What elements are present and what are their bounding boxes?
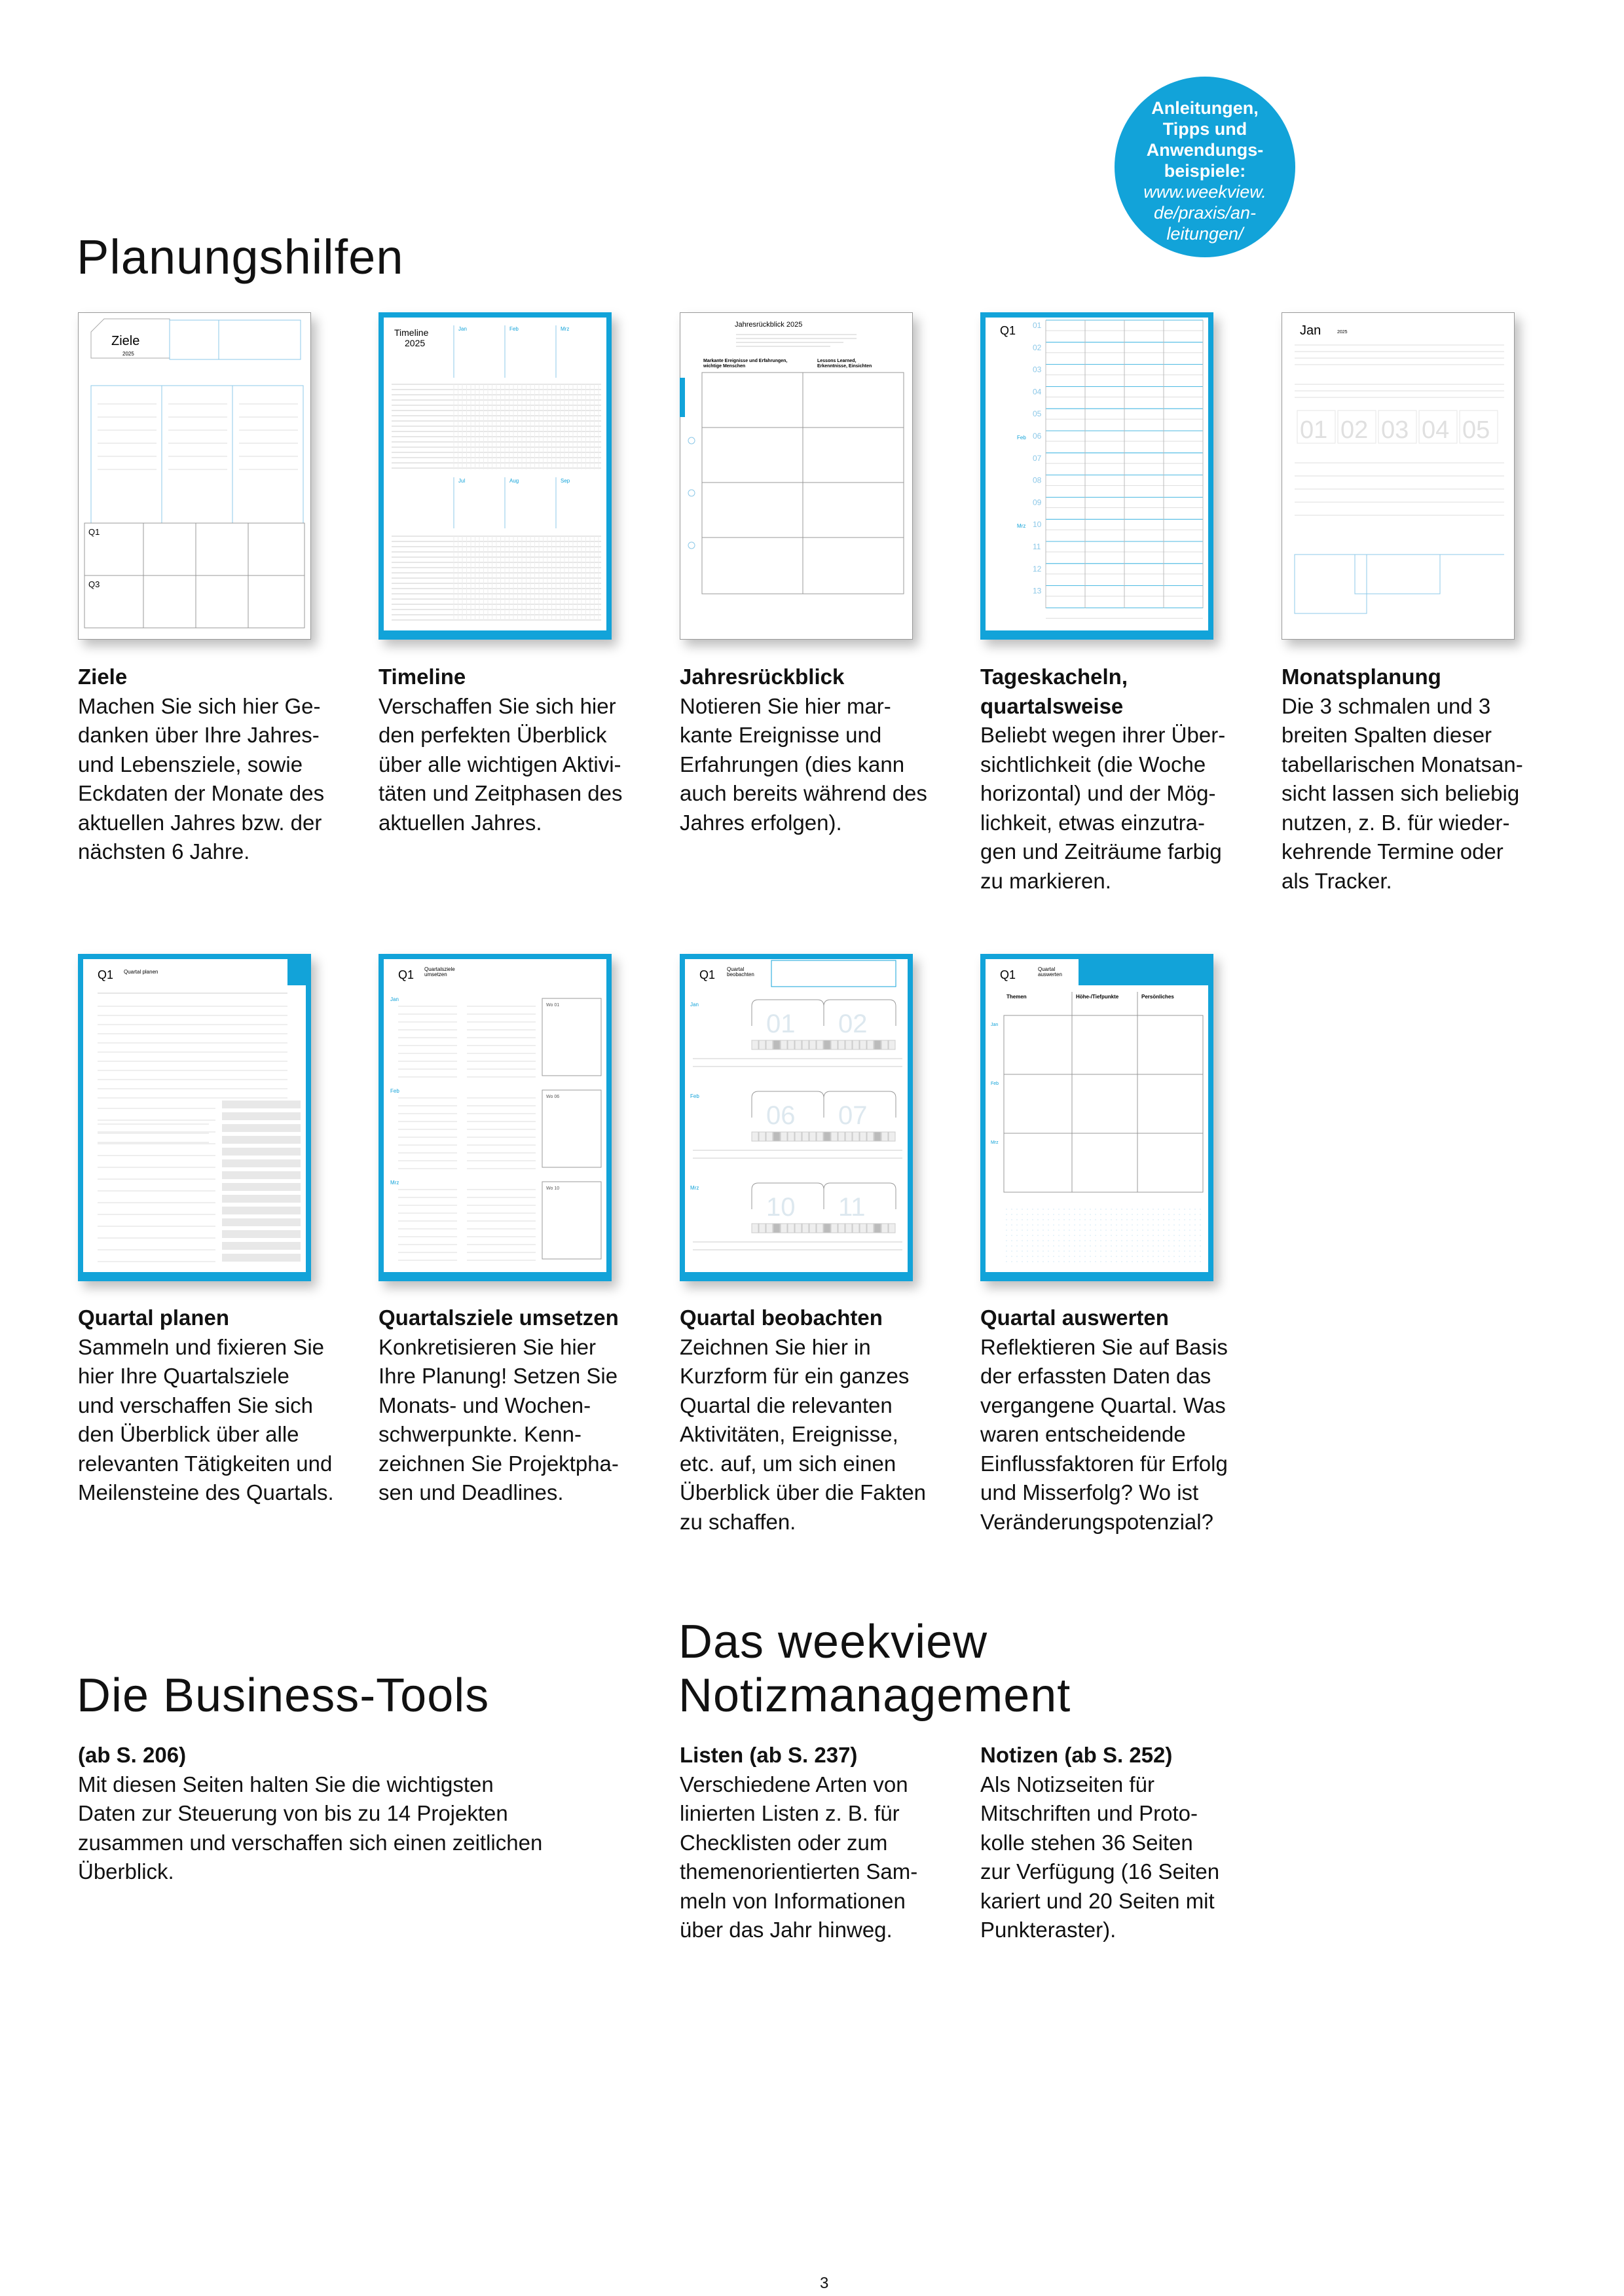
svg-text:13: 13 [1033, 586, 1042, 596]
section-business-tools: (ab S. 206) Mit diesen Seiten halten Sie die wichtigsten Daten zur Steuerung von bis zu 14 Projekten zusammen und verschaffen sich einen zeitlichen Überblick. [78, 1741, 615, 1887]
thumb-quartal-planen[interactable] [78, 954, 311, 1281]
caption-title: Quartal auswerten [980, 1305, 1169, 1330]
caption-title: Quartal planen [78, 1305, 230, 1330]
svg-text:2025: 2025 [1337, 330, 1348, 335]
svg-text:Q1: Q1 [1000, 968, 1016, 981]
svg-text:Lessons Learned,: Lessons Learned, [817, 359, 857, 363]
caption-quartal-planen: Quartal planen Sammeln und fixieren Sie hier Ihre Quartalsziele und verschaffen Sie sich den Überblick über alle relevanten Tätigkeiten und Meilensteine des Quartals. [78, 1303, 353, 1508]
svg-text:Mrz: Mrz [561, 326, 570, 332]
page-heading-planungshilfen: Planungshilfen [77, 230, 404, 284]
svg-text:08: 08 [1033, 475, 1042, 485]
thumb-tageskacheln[interactable] [980, 312, 1213, 640]
svg-text:umsetzen: umsetzen [424, 972, 447, 977]
caption-jahresrueckblick: Jahresrückblick Notieren Sie hier mar- kante Ereignisse und Erfahrungen (dies kann auch bereits während des Jahres erfolgen). [680, 663, 955, 837]
badge-title-line: Anleitungen, [1151, 98, 1259, 118]
svg-text:10: 10 [766, 1193, 796, 1222]
svg-text:Aug: Aug [509, 478, 519, 484]
caption-monatsplanung: Monatsplanung Die 3 schmalen und 3 breiten Spalten dieser tabellarischen Monatsan- sicht lassen sich beliebig nutzen, z. B. für wieder- kehrende Termine oder als Tracker. [1282, 663, 1557, 896]
caption-title: Jahresrückblick [680, 665, 845, 689]
svg-text:Jahresrückblick 2025: Jahresrückblick 2025 [735, 321, 803, 329]
caption-title: Ziele [78, 665, 128, 689]
svg-text:02: 02 [1033, 342, 1042, 352]
svg-text:10: 10 [1033, 520, 1042, 530]
page-number: 3 [820, 2274, 829, 2292]
svg-text:11: 11 [1033, 542, 1041, 551]
svg-text:Jan: Jan [690, 1002, 699, 1008]
svg-text:wichtige Menschen: wichtige Menschen [703, 364, 746, 369]
section-title: Listen (ab S. 237) [680, 1743, 858, 1767]
svg-text:05: 05 [1462, 416, 1490, 444]
section-title: Notizen (ab S. 252) [980, 1743, 1173, 1767]
svg-text:06: 06 [766, 1101, 796, 1130]
svg-text:03: 03 [1381, 416, 1409, 444]
thumb-quartalsziele-umsetzen[interactable] [378, 954, 612, 1281]
thumb-jahresrueckblick[interactable] [680, 312, 913, 640]
svg-text:Quartal planen: Quartal planen [124, 969, 158, 975]
heading-notizmanagement: Das weekview Notizmanagement [678, 1616, 1071, 1722]
svg-text:01: 01 [1033, 321, 1042, 330]
section-title: (ab S. 206) [78, 1743, 187, 1767]
svg-text:Feb: Feb [1017, 435, 1026, 441]
caption-timeline: Timeline Verschaffen Sie sich hier den perfekten Überblick über alle wichtigen Aktivi- täten und Zeitphasen des aktuellen Jahres. [378, 663, 654, 837]
svg-text:Q1: Q1 [398, 968, 415, 981]
svg-text:Q1: Q1 [699, 968, 716, 981]
svg-text:Mrz: Mrz [991, 1140, 999, 1145]
thumb-quartal-beobachten[interactable] [680, 954, 913, 1281]
badge-title-line: Anwendungs- [1146, 140, 1264, 160]
svg-text:Wo 01: Wo 01 [546, 1003, 560, 1008]
svg-text:Q1: Q1 [98, 968, 114, 981]
ziele-title: Ziele [111, 334, 140, 348]
svg-text:04: 04 [1422, 416, 1450, 444]
caption-title: Monatsplanung [1282, 665, 1441, 689]
badge-url-line[interactable]: leitungen/ [1166, 224, 1244, 244]
svg-text:Jul: Jul [458, 478, 466, 484]
thumb-ziele[interactable] [78, 312, 311, 640]
svg-text:beobachten: beobachten [727, 972, 754, 977]
svg-text:Jan: Jan [991, 1023, 999, 1027]
svg-text:Jan: Jan [390, 996, 399, 1002]
svg-text:Persönliches: Persönliches [1141, 994, 1174, 1000]
svg-text:Mrz: Mrz [390, 1180, 399, 1186]
caption-quartal-auswerten: Quartal auswerten Reflektieren Sie auf Basis der erfassten Daten das vergangene Quartal. Was waren entscheidende Einflussfaktoren für Erfolg und Misserfolg? Wo ist Veränderungspotenzial? [980, 1303, 1255, 1537]
svg-text:Feb: Feb [690, 1093, 699, 1099]
svg-text:11: 11 [838, 1193, 866, 1222]
thumb-quartal-auswerten[interactable] [980, 954, 1213, 1281]
svg-text:04: 04 [1033, 387, 1042, 397]
badge-title-line: Tipps und [1162, 119, 1247, 139]
section-listen: Listen (ab S. 237) Verschiedene Arten von linierten Listen z. B. für Checklisten oder zum themenorientierten Sam- meln von Informationen über das Jahr hinweg. [680, 1741, 955, 1945]
svg-text:Wo 10: Wo 10 [546, 1186, 560, 1191]
svg-text:Jan: Jan [458, 326, 467, 332]
instructions-badge[interactable] [1115, 77, 1295, 257]
caption-quartal-beobachten: Quartal beobachten Zeichnen Sie hier in Kurzform für ein ganzes Quartal die relevanten Aktivitäten, Ereignisse, etc. auf, um sich einen Überblick über die Fakten zu schaffen. [680, 1303, 955, 1537]
heading-business-tools: Die Business-Tools [77, 1669, 490, 1722]
svg-text:Themen: Themen [1006, 994, 1027, 1000]
svg-text:09: 09 [1033, 498, 1042, 507]
badge-url-line[interactable]: www.weekview. [1143, 182, 1266, 202]
svg-text:Feb: Feb [390, 1088, 399, 1094]
section-notizen: Notizen (ab S. 252) Als Notizseiten für Mitschriften und Proto- kolle stehen 36 Seiten zur Verfügung (16 Seiten kariert und 20 Seiten mit Punkteraster). [980, 1741, 1268, 1945]
svg-text:Quartal: Quartal [727, 966, 745, 972]
svg-text:Q1: Q1 [1000, 324, 1016, 337]
svg-text:Wo 06: Wo 06 [546, 1095, 560, 1099]
svg-text:12: 12 [1033, 564, 1042, 574]
caption-title: Tageskacheln, [980, 665, 1128, 689]
caption-title: Quartal beobachten [680, 1305, 883, 1330]
svg-text:02: 02 [1340, 416, 1369, 444]
caption-title-2: quartalsweise [980, 693, 1124, 718]
caption-title: Quartalsziele umsetzen [378, 1305, 619, 1330]
caption-quartalsziele-umsetzen: Quartalsziele umsetzen Konkretisieren Sie hier Ihre Planung! Setzen Sie Monats- und Wochen- schwerpunkte. Kenn- zeichnen Sie Projektpha- sen und Deadlines. [378, 1303, 654, 1508]
svg-text:Höhe-/Tiefpunkte: Höhe-/Tiefpunkte [1076, 994, 1119, 1000]
svg-text:Feb: Feb [991, 1082, 999, 1086]
svg-text:Quartalsziele: Quartalsziele [424, 966, 455, 972]
caption-title: Timeline [378, 665, 466, 689]
badge-url-line[interactable]: de/praxis/an- [1153, 203, 1257, 223]
svg-text:2025: 2025 [122, 351, 134, 357]
caption-ziele: Ziele Machen Sie sich hier Ge- danken über Ihre Jahres- und Lebensziele, sowie Eckdaten der Monate des aktuellen Jahres bzw. der nächsten 6 Jahre. [78, 663, 353, 867]
svg-text:2025: 2025 [405, 338, 426, 348]
svg-text:Sep: Sep [561, 478, 570, 484]
svg-text:06: 06 [1033, 431, 1042, 441]
svg-text:Mrz: Mrz [690, 1185, 699, 1191]
svg-text:05: 05 [1033, 409, 1042, 419]
svg-text:01: 01 [766, 1010, 796, 1038]
svg-text:Q1: Q1 [88, 527, 100, 537]
thumb-monatsplanung[interactable] [1282, 312, 1515, 640]
svg-text:01: 01 [1300, 416, 1328, 444]
svg-text:02: 02 [838, 1010, 868, 1038]
svg-text:Timeline: Timeline [394, 327, 429, 338]
badge-title-line: beispiele: [1164, 161, 1246, 181]
svg-text:07: 07 [1033, 453, 1042, 463]
svg-text:Quartal: Quartal [1038, 966, 1056, 972]
svg-text:Jan: Jan [1300, 323, 1321, 338]
svg-text:Markante Ereignisse und Erfahr: Markante Ereignisse und Erfahrungen, [703, 359, 788, 363]
svg-text:03: 03 [1033, 365, 1042, 374]
svg-text:auswerten: auswerten [1038, 972, 1062, 977]
svg-text:Erkenntnisse, Einsichten: Erkenntnisse, Einsichten [817, 364, 872, 369]
svg-text:Feb: Feb [509, 326, 519, 332]
thumb-timeline[interactable] [378, 312, 612, 640]
caption-tageskacheln: Tageskacheln, quartalsweise Beliebt wegen ihrer Über- sichtlichkeit (die Woche horizontal) und der Mög- lichkeit, etwas einzutra- gen und Zeiträume farbig zu markieren. [980, 663, 1255, 896]
svg-text:07: 07 [838, 1101, 868, 1130]
svg-text:Mrz: Mrz [1017, 523, 1026, 529]
svg-text:Q3: Q3 [88, 579, 100, 589]
